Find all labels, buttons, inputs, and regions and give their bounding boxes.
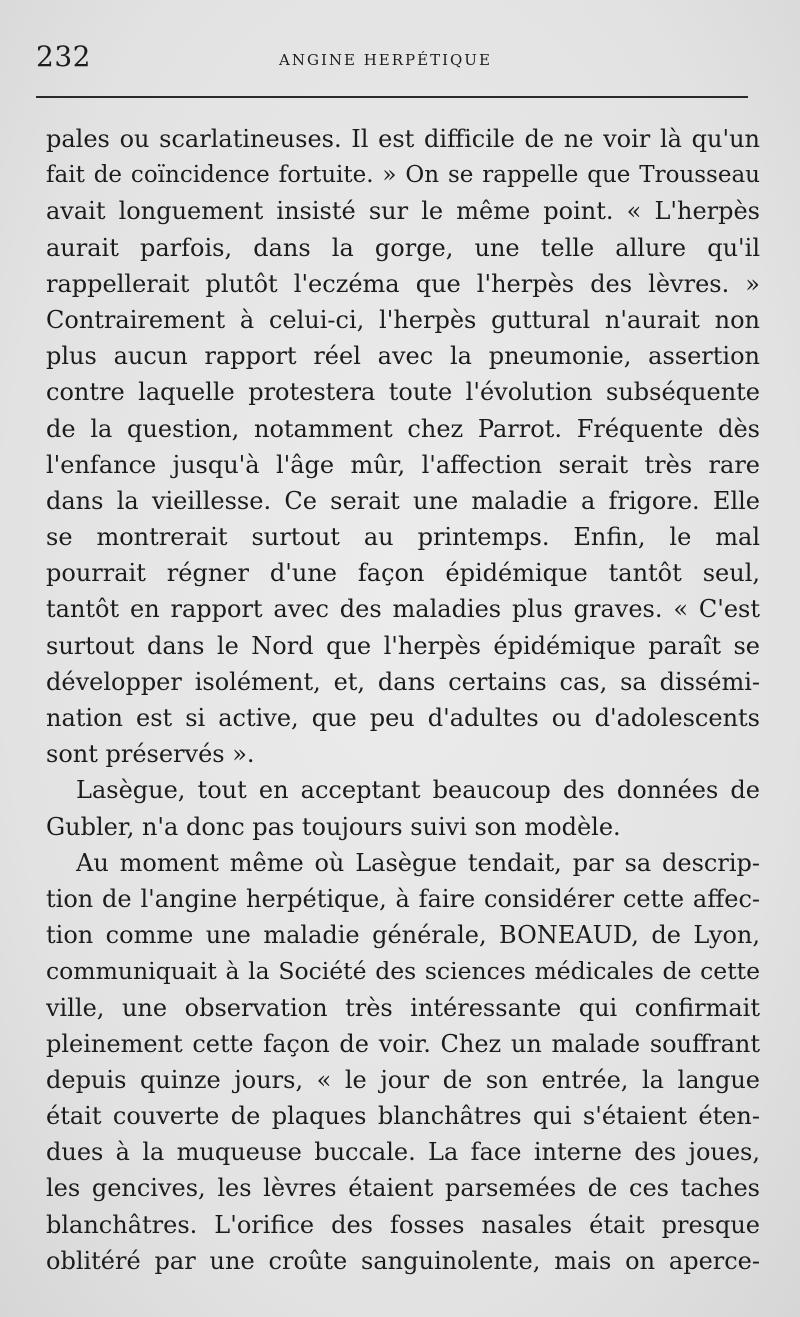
header-rule: [36, 96, 748, 98]
text-line: dues à la muqueuse buccale. La face interne des joues,: [46, 1138, 760, 1167]
running-head: ANGINE HERPÉTIQUE: [279, 51, 492, 69]
text-line: fait de coïncidence fortuite. » On se rappelle que Trousseau: [46, 162, 760, 189]
paragraph-start-line: Lasègue, tout en acceptant beaucoup des données de: [76, 776, 760, 805]
text-line: tion de l'angine herpétique, à faire considérer cette affec-: [46, 884, 760, 913]
text-line: contre laquelle protestera toute l'évolution subséquente: [46, 378, 760, 407]
text-line: les gencives, les lèvres étaient parsemées de ces taches: [46, 1174, 760, 1203]
text-line: était couverte de plaques blanchâtres qui s'étaient éten-: [46, 1102, 760, 1131]
text-line: avait longuement insisté sur le même point. « L'herpès: [46, 197, 760, 226]
text-line: ville, une observation très intéressante qui confirmait: [46, 993, 760, 1022]
text-line: depuis quinze jours, « le jour de son entrée, la langue: [46, 1065, 760, 1094]
text-line: blanchâtres. L'orifice des fosses nasales était presque: [46, 1210, 760, 1239]
text-line: nation est si active, que peu d'adultes ou d'adolescents: [46, 704, 760, 732]
text-line: Contrairement à celui-ci, l'herpès guttural n'aurait non: [46, 305, 760, 334]
text-line: pourrait régner d'une façon épidémique tantôt seul,: [46, 559, 760, 588]
text-line: pales ou scarlatineuses. Il est difficile de ne voir là qu'un: [46, 125, 760, 153]
text-line: surtout dans le Nord que l'herpès épidémique paraît se: [46, 631, 760, 660]
paragraph-start-line: Au moment même où Lasègue tendait, par sa descrip-: [76, 848, 760, 877]
text-line: développer isolément, et, dans certains cas, sa dissémi-: [46, 667, 760, 696]
page-number: 232: [36, 40, 91, 73]
page-header: [36, 40, 748, 80]
paragraph-end-line: sont préservés ».: [46, 740, 255, 769]
text-line: pleinement cette façon de voir. Chez un malade souffrant: [46, 1029, 760, 1058]
paragraph-end-line: Gubler, n'a donc pas toujours suivi son modèle.: [46, 812, 621, 841]
text-line: de la question, notamment chez Parrot. Fréquente dès: [46, 414, 760, 443]
text-line: oblitéré par une croûte sanguinolente, mais on aperce-: [46, 1246, 760, 1275]
text-line: rappellerait plutôt l'eczéma que l'herpès des lèvres. »: [46, 269, 760, 298]
body-text: [46, 121, 760, 1279]
text-line: plus aucun rapport réel avec la pneumonie, assertion: [46, 342, 760, 371]
text-line: communiquait à la Société des sciences médicales de cette: [46, 957, 760, 986]
text-line: tion comme une maladie générale, BONEAUD, de Lyon,: [46, 921, 760, 950]
text-line: aurait parfois, dans la gorge, une telle allure qu'il: [46, 233, 760, 262]
text-line: dans la vieillesse. Ce serait une maladie a frigore. Elle: [46, 486, 760, 515]
text-line: tantôt en rapport avec des maladies plus graves. « C'est: [46, 595, 760, 624]
text-line: l'enfance jusqu'à l'âge mûr, l'affection serait très rare: [46, 450, 760, 479]
text-line: se montrerait surtout au printemps. Enfin, le mal: [46, 523, 760, 552]
